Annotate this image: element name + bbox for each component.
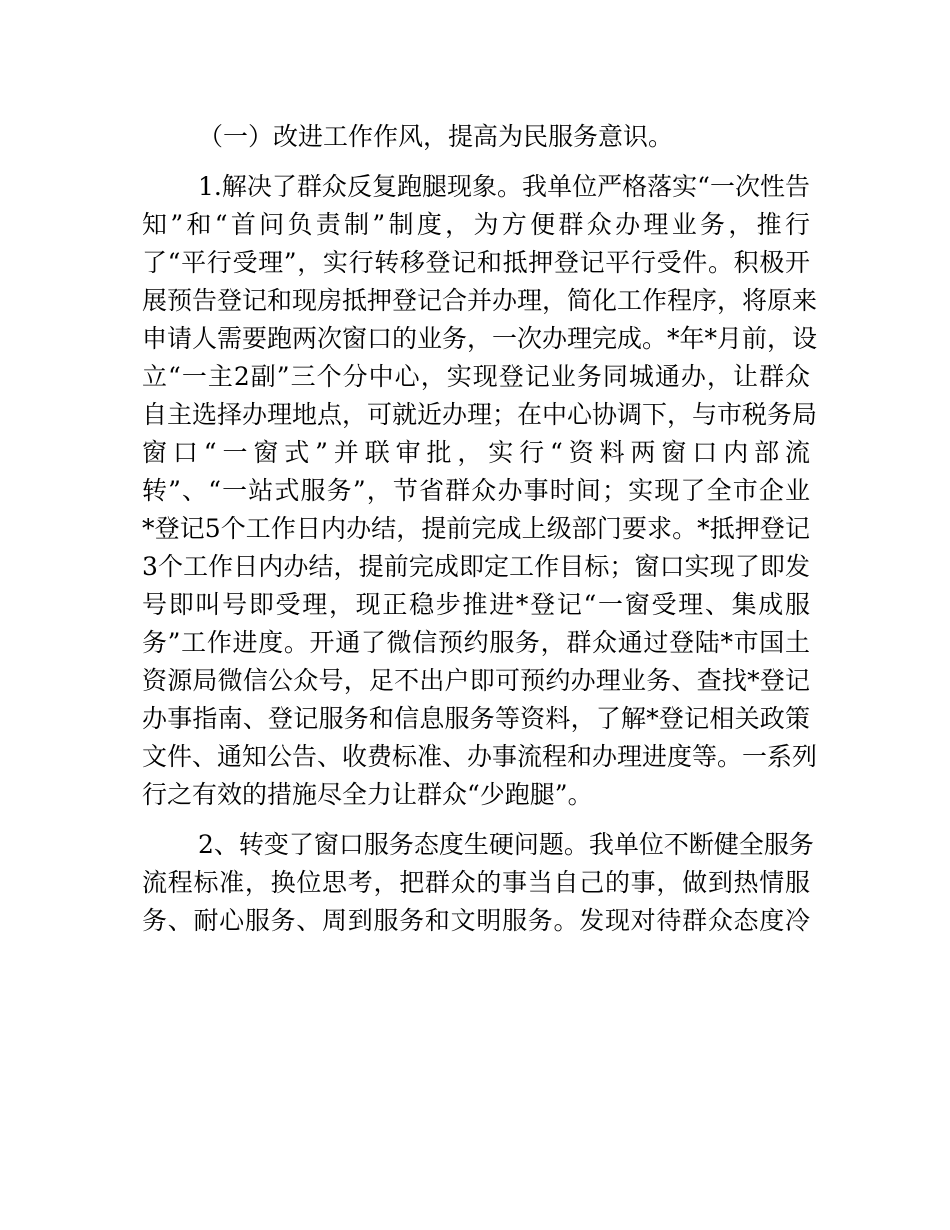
paragraph-spacer (142, 156, 810, 168)
paragraph-line: 行之有效的措施尽全力让群众“少跑腿”。 (142, 780, 593, 809)
paragraph-line: 文件、通知公告、收费标准、办事流程和办理进度等。一系列 (142, 742, 818, 771)
paragraph-line: 了“平行受理”，实行转移登记和抵押登记平行受件。积极开 (142, 248, 810, 277)
paragraph-line: 办事指南、登记服务和信息服务等资料，了解*登记相关政策 (142, 704, 810, 733)
paragraph-line: 展预告登记和现房抵押登记合并办理，简化工作程序，将原来 (142, 286, 818, 315)
paragraph-line: 知”和“首问负责制”制度，为方便群众办理业务，推行 (142, 210, 810, 239)
paragraph-line: 流程标准，换位思考，把群众的事当自己的事，做到热情服 (142, 868, 810, 897)
paragraph-line: 3个工作日内办结，提前完成即定工作目标；窗口实现了即发 (142, 552, 810, 581)
paragraph-line: 务、耐心服务、周到服务和文明服务。发现对待群众态度冷 (142, 906, 810, 935)
document-body (142, 118, 818, 940)
paragraph-line: 1.解决了群众反复跑腿现象。我单位严格落实“一次性告 (198, 172, 810, 201)
paragraph-2 (142, 826, 814, 940)
paragraph-line: 自主选择办理地点，可就近办理；在中心协调下，与市税务局 (142, 400, 818, 429)
paragraph-line: 务”工作进度。开通了微信预约服务，群众通过登陆*市国土 (142, 628, 810, 657)
paragraph-line: 立“一主2副”三个分中心，实现登记业务同城通办，让群众 (142, 362, 810, 391)
paragraph-line: 2、转变了窗口服务态度生硬问题。我单位不断健全服务 (198, 830, 814, 859)
paragraph-line: *登记5个工作日内办结，提前完成上级部门要求。*抵押登记 (142, 514, 810, 543)
paragraph-line: 申请人需要跑两次窗口的业务，一次办理完成。*年*月前，设 (142, 324, 818, 353)
paragraph-line: 窗口“一窗式”并联审批，实行“资料两窗口内部流 (142, 438, 810, 467)
paragraph-spacer (142, 814, 810, 826)
section-heading: （一）改进工作作风，提高为民服务意识。 (198, 122, 674, 151)
paragraph-1 (142, 168, 818, 814)
paragraph-line: 号即叫号即受理，现正稳步推进*登记“一窗受理、集成服 (142, 590, 810, 619)
paragraph-line: 资源局微信公众号，足不出户即可预约办理业务、查找*登记 (142, 666, 810, 695)
paragraph-line: 转”、“一站式服务”，节省群众办事时间；实现了全市企业 (142, 476, 810, 505)
